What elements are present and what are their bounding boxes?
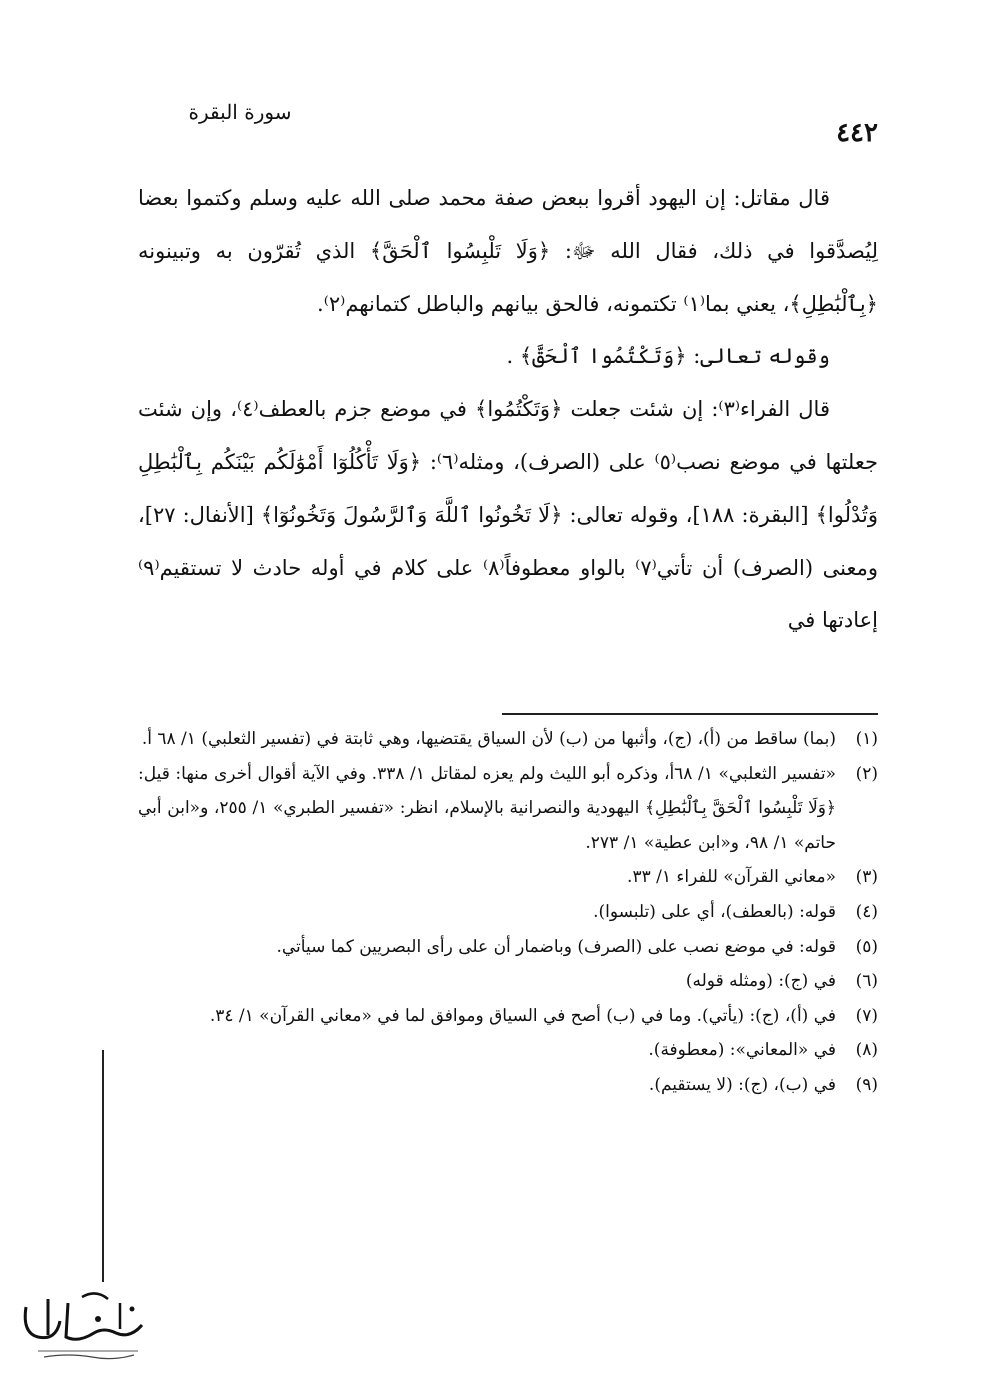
footnote-text: قوله: في موضع نصب على (الصرف) وباضمار أن على رأى البصريين كما سيأتي. [276, 936, 836, 957]
footnote-number: (٣) [855, 867, 878, 888]
footnote-number: (٢) [855, 763, 878, 784]
footnote-number: (٥) [855, 936, 878, 957]
watermark-logo [8, 1285, 158, 1365]
footnote-2 [138, 757, 878, 861]
footnote-3 [138, 860, 878, 895]
footnote-number: (١) [855, 729, 878, 749]
footnote-number: (٦) [855, 971, 878, 992]
footnote-text: في (ج): (ومثله قوله) [685, 971, 836, 992]
footnote-8 [138, 1033, 878, 1068]
footnote-text: في «المعاني»: (معطوفة). [648, 1040, 836, 1061]
footnote-number: (٤) [855, 901, 878, 922]
footnotes [138, 722, 878, 1103]
paragraph-2: وقوله تعالى: ﴿وَتَكْتُمُوا ٱلْحَقَّ﴾ . [506, 344, 830, 369]
footnote-7 [138, 999, 878, 1034]
footnote-number: (٨) [855, 1040, 878, 1061]
footnote-text: في (ب)، (ج): (لا يستقيم). [648, 1074, 836, 1095]
footnote-text: في (أ)، (ج): (يأتي). وما في (ب) أصح في السياق وموافق لما في «معاني القرآن» ١/ ٣٤. [209, 1005, 836, 1026]
footnote-6 [138, 964, 878, 999]
margin-line [102, 1050, 104, 1282]
footnote-separator [502, 713, 878, 715]
main-text [138, 172, 878, 647]
footnote-9 [138, 1068, 878, 1103]
page-number: ٤٤٢ [836, 118, 878, 148]
footnote-text: قوله: (بالعطف)، أي على (تلبسوا). [593, 901, 836, 922]
footnote-1 [138, 722, 878, 757]
footnote-number: (٩) [855, 1074, 878, 1095]
footnote-text: (بما) ساقط من (أ)، (ج)، وأثبها من (ب) لأن السياق يقتضيها، وهي ثابتة في (تفسير الثعلبي) ١/ ٦٨ أ. [141, 729, 836, 749]
footnote-number: (٧) [855, 1005, 878, 1026]
footnote-5 [138, 930, 878, 965]
paragraph-3: قال الفراء⁽٣⁾: إن شئت جعلت ﴿وَتَكْتُمُوا﴾ في موضع جزم بالعطف⁽٤⁾، وإن شئت جعلتها في موضع نصب⁽٥⁾ على (الصرف)، ومثله⁽٦⁾: ﴿وَلَا تَأْكُلُوٓا أَمْوَٰلَكُم بَيْنَكُم بِٱلْبَٰطِلِ وَتُدْلُوا﴾ [البقرة: ١٨٨]، وقوله تعالى: ﴿لَا تَخُونُوا ٱللَّهَ وَٱلرَّسُولَ وَتَخُونُوٓا﴾ [الأنفال: ٢٧]، ومعنى (الصرف) أن تأتي⁽٧⁾ بالواو معطوفاً⁽٨⁾ على كلام في أوله حادث لا تستقيم⁽٩⁾ إعادتها في [138, 397, 879, 633]
footnote-4 [138, 895, 878, 930]
footnote-text: «تفسير الثعلبي» ١/ ٦٨أ، وذكره أبو الليث ولم يعزه لمقاتل ١/ ٣٣٨. وفي الآية أقوال أخرى منها: قيل: ﴿وَلَا تَلْبِسُوا ٱلْحَقَّ بِٱلْبَٰطِلِ﴾ اليهودية والنصرانية بالإسلام، انظر: «تفسير الطبري» ١/ ٢٥٥، و«ابن أبي حاتم» ١/ ٩٨، و«ابن عطية» ١/ ٢٧٣. [138, 763, 836, 853]
running-header-surah: سورة البقرة [188, 100, 292, 124]
footnote-text: «معاني القرآن» للفراء ١/ ٣٣. [627, 867, 836, 888]
paragraph-1: قال مقاتل: إن اليهود أقروا ببعض صفة محمد صلى الله عليه وسلم وكتموا بعضا لِيُصدَّقوا في ذلك، فقال الله ﷻ: ﴿وَلَا تَلْبِسُوا ٱلْحَقَّ﴾ الذي تُقرّون به وتبينونه ﴿بِٱلْبَٰطِلِ﴾، يعني بما⁽١⁾ تكتمونه، فالحق بيانهم والباطل كتمانهم⁽٢⁾. [138, 186, 878, 316]
